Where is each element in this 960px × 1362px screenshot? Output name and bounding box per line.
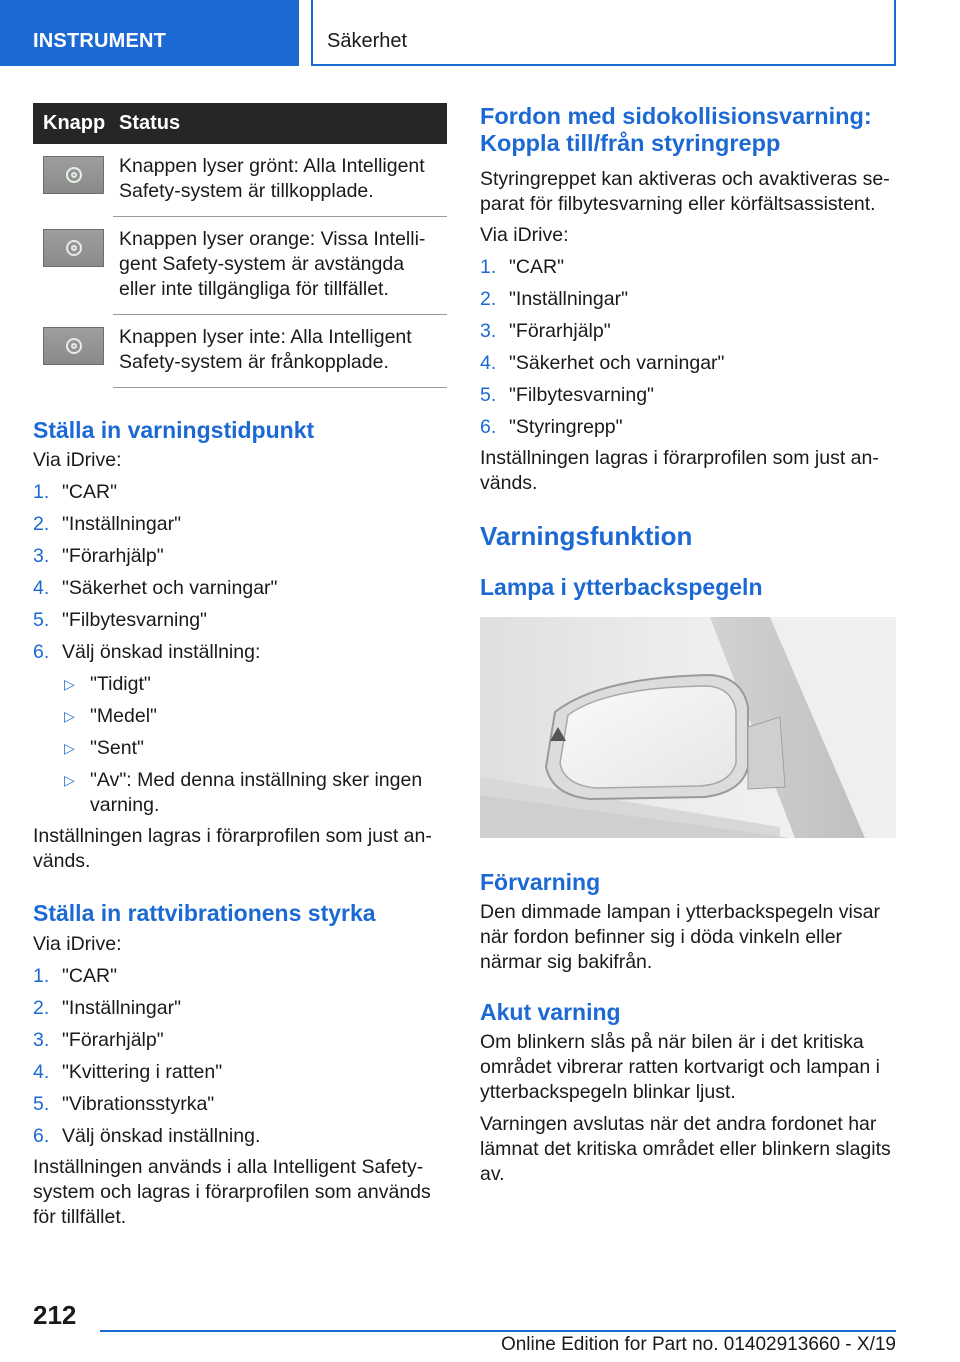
- acute-warning-text: Om blinkern slås på när bilen är i det kritiska området vibrerar ratten kortvarigt och lampan i ytterbackspegeln blinkar ljust.: [480, 1031, 880, 1103]
- list-item: 3. "Förarhjälp": [33, 1029, 164, 1051]
- list-item: 4. "Kvittering i ratten": [33, 1061, 223, 1083]
- steering-vibration-steps: [33, 964, 447, 1149]
- side-collision-note: Inställningen lagras i förarprofilen som just används.: [480, 447, 879, 494]
- list-item: ▷ "Sent": [64, 737, 144, 759]
- list-item: 5. "Filbytesvarning": [480, 384, 654, 406]
- list-item: 4. "Säkerhet och varningar": [480, 352, 725, 374]
- list-item: 1. "CAR": [33, 965, 118, 987]
- acute-warning-heading: Akut varning: [480, 999, 621, 1025]
- list-item: 6. "Styringrepp": [480, 416, 623, 438]
- side-mirror-image: [480, 617, 896, 838]
- chapter-box: [311, 0, 896, 66]
- side-collision-via: Via iDrive:: [480, 224, 569, 246]
- triangle-bullet-icon: ▷: [64, 740, 75, 756]
- side-collision-heading: Fordon med sidokollisionsvarning: Koppla till/från styringrepp: [480, 103, 872, 156]
- warning-time-steps: [33, 480, 447, 665]
- list-item: ▷ "Tidigt": [64, 673, 151, 695]
- list-item: ▷ "Medel": [64, 705, 157, 727]
- list-item: 4. "Säkerhet och varningar": [33, 577, 278, 599]
- list-item: 2. "Inställningar": [480, 288, 628, 310]
- intelligent-safety-button-orange-icon: [43, 229, 104, 267]
- list-item: 1. "CAR": [33, 481, 118, 503]
- warning-time-options: [62, 672, 447, 818]
- triangle-bullet-icon: ▷: [64, 772, 75, 788]
- warning-end-text: Varningen avslutas när det andra fordonet har lämnat det kritiska området eller blinkern slagits av.: [480, 1113, 891, 1185]
- lamp-heading: Lampa i ytterbackspegeln: [480, 574, 763, 600]
- steering-vibration-heading: Ställa in rattvibrationens styrka: [33, 900, 376, 926]
- list-item: ▷ "Av": Med denna inställning sker ingen varning.: [64, 769, 423, 816]
- right-column: [480, 103, 896, 1187]
- warning-function-heading: Varningsfunktion: [480, 521, 693, 551]
- pre-warning-heading: Förvarning: [480, 869, 601, 895]
- steering-vibration-note: Inställningen används i alla Intelligent Safety-system och lagras i förarprofilen som används för tillfället.: [33, 1156, 431, 1228]
- list-item: 3. "Förarhjälp": [33, 545, 164, 567]
- list-item: 2. "Inställningar": [33, 997, 181, 1019]
- left-column: [33, 103, 447, 1230]
- table-row: Knappen lyser orange: Vissa Intelligent Safety-system är avstängda eller inte tillgängliga för tillfället.: [113, 217, 447, 315]
- table-row: Knappen lyser inte: Alla Intelligent Safety-system är frånkopplade.: [113, 315, 447, 388]
- table-header-button: Knapp: [33, 103, 113, 144]
- list-item: 3. "Förarhjälp": [480, 320, 611, 342]
- section-tab: [0, 0, 299, 66]
- side-collision-steps: [480, 255, 896, 440]
- triangle-bullet-icon: ▷: [64, 708, 75, 724]
- triangle-bullet-icon: ▷: [64, 676, 75, 692]
- list-item: 5. "Filbytesvarning": [33, 609, 207, 631]
- steering-vibration-via: Via iDrive:: [33, 933, 122, 955]
- warning-time-heading: Ställa in varningstidpunkt: [33, 417, 315, 443]
- intelligent-safety-button-off-icon: [43, 327, 104, 365]
- warning-time-note: Inställningen lagras i förarprofilen som just används.: [33, 825, 432, 872]
- intelligent-safety-button-green-icon: [43, 156, 104, 194]
- list-item: 2. "Inställningar": [33, 513, 181, 535]
- list-item: 6. Välj önskad inställning:: [33, 641, 261, 663]
- side-collision-intro: Styringreppet kan aktiveras och avaktiveras separat för filbytesvarning eller körfältsassistent.: [480, 168, 890, 215]
- pre-warning-text: Den dimmade lampan i ytterbackspegeln visar när fordon befinner sig i döda vinkeln eller närmar sig bakifrån.: [480, 901, 880, 973]
- table-row: Knappen lyser grönt: Alla Intelligent Safety-system är tillkopplade.: [113, 144, 447, 217]
- side-mirror-illustration: [480, 617, 896, 838]
- list-item: 6. Välj önskad inställning.: [33, 1125, 261, 1147]
- page-number: 212: [33, 1300, 77, 1330]
- button-status-table: [33, 103, 447, 388]
- footer-divider: [100, 1330, 896, 1332]
- section-title: INSTRUMENT: [33, 30, 167, 52]
- list-item: 1. "CAR": [480, 256, 565, 278]
- list-item: 5. "Vibrationsstyrka": [33, 1093, 215, 1115]
- table-header-status: Status: [113, 103, 447, 144]
- edition-text: Online Edition for Part no. 01402913660 - X/19: [500, 1334, 896, 1355]
- chapter-title: Säkerhet: [327, 30, 408, 52]
- warning-time-via: Via iDrive:: [33, 449, 122, 471]
